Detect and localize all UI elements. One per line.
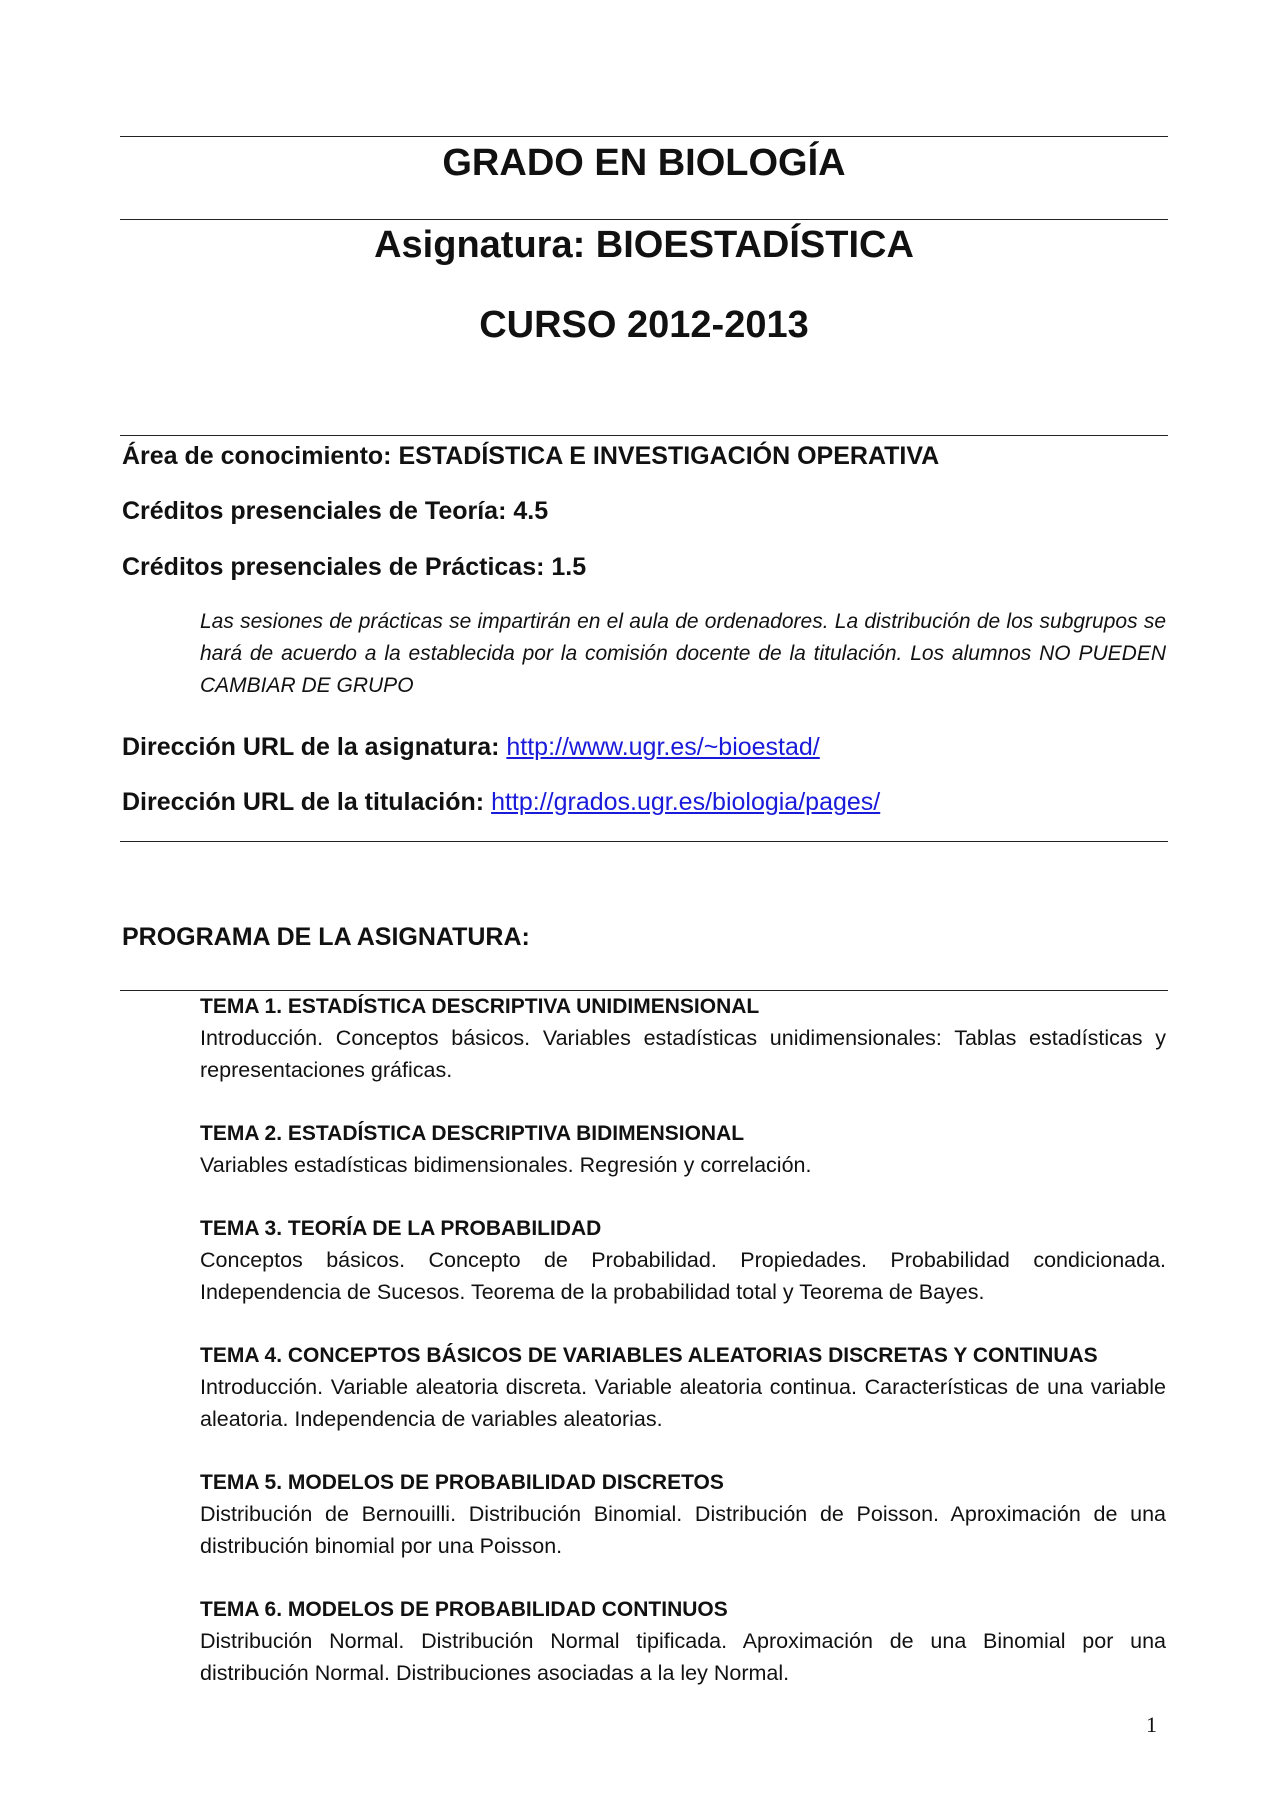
tema-2 <box>200 1119 1166 1181</box>
subject-url-link[interactable]: http://www.ugr.es/~bioestad/ <box>506 733 820 761</box>
tema-5 <box>200 1468 1166 1562</box>
practice-sessions-note: Las sesiones de prácticas se impartirán en el aula de ordenadores. La distribución de los subgrupos se hará de acuerdo a la establecida por la comisión docente de la titulación. Los alumnos NO PUEDEN CAMBIAR DE GRUPO <box>200 610 1166 697</box>
divider-line <box>120 841 1168 842</box>
tema-description: Distribución de Bernouilli. Distribución Binomial. Distribución de Poisson. Aproximación de una distribución binomial por una Poisson. <box>200 1502 1166 1558</box>
practice-credits-label: Créditos presenciales de Prácticas: <box>122 553 545 581</box>
degree-url-row <box>122 788 880 817</box>
practice-credits-value: 1.5 <box>551 553 587 581</box>
divider-line <box>120 219 1168 220</box>
knowledge-area <box>122 442 939 471</box>
tema-title: TEMA 6. MODELOS DE PROBABILIDAD CONTINUOS <box>200 1598 728 1621</box>
theory-credits <box>122 497 548 526</box>
subject-url-label: Dirección URL de la asignatura: <box>122 733 500 761</box>
divider-line <box>120 136 1168 137</box>
tema-description: Distribución Normal. Distribución Normal tipificada. Aproximación de una Binomial por una distribución Normal. Distribuciones asociadas a la ley Normal. <box>200 1629 1166 1685</box>
tema-1 <box>200 992 1166 1086</box>
course-title: CURSO 2012-2013 <box>479 304 809 346</box>
degree-url-label: Dirección URL de la titulación: <box>122 788 485 816</box>
page-number: 1 <box>1146 1712 1157 1737</box>
practice-credits <box>122 553 586 582</box>
divider-line <box>120 990 1168 991</box>
tema-title: TEMA 4. CONCEPTOS BÁSICOS DE VARIABLES ALEATORIAS DISCRETAS Y CONTINUAS <box>200 1344 1098 1367</box>
tema-description: Introducción. Variable aleatoria discreta. Variable aleatoria continua. Características de una variable aleatoria. Independencia de variables aleatorias. <box>200 1375 1166 1431</box>
tema-description: Introducción. Conceptos básicos. Variables estadísticas unidimensionales: Tablas estadísticas y representaciones gráficas. <box>200 1026 1166 1082</box>
knowledge-area-value: ESTADÍSTICA E INVESTIGACIÓN OPERATIVA <box>398 442 940 470</box>
subject-url-row <box>122 733 820 762</box>
tema-3 <box>200 1214 1166 1308</box>
degree-url-link[interactable]: http://grados.ugr.es/biologia/pages/ <box>491 788 881 816</box>
theory-credits-value: 4.5 <box>513 497 549 525</box>
tema-title: TEMA 5. MODELOS DE PROBABILIDAD DISCRETOS <box>200 1471 724 1494</box>
program-heading: PROGRAMA DE LA ASIGNATURA: <box>122 923 530 951</box>
degree-title: GRADO EN BIOLOGÍA <box>442 142 846 184</box>
knowledge-area-label: Área de conocimiento: <box>122 442 392 470</box>
subject-title: Asignatura: BIOESTADÍSTICA <box>374 224 914 266</box>
tema-description: Variables estadísticas bidimensionales. Regresión y correlación. <box>200 1153 812 1177</box>
tema-title: TEMA 1. ESTADÍSTICA DESCRIPTIVA UNIDIMENSIONAL <box>200 995 760 1018</box>
tema-4 <box>200 1341 1166 1435</box>
tema-description: Conceptos básicos. Concepto de Probabilidad. Propiedades. Probabilidad condicionada. Independencia de Sucesos. Teorema de la probabilidad total y Teorema de Bayes. <box>200 1248 1166 1304</box>
tema-title: TEMA 2. ESTADÍSTICA DESCRIPTIVA BIDIMENSIONAL <box>200 1122 745 1145</box>
theory-credits-label: Créditos presenciales de Teoría: <box>122 497 507 525</box>
divider-line <box>120 435 1168 436</box>
tema-6 <box>200 1595 1166 1689</box>
tema-title: TEMA 3. TEORÍA DE LA PROBABILIDAD <box>200 1217 602 1240</box>
